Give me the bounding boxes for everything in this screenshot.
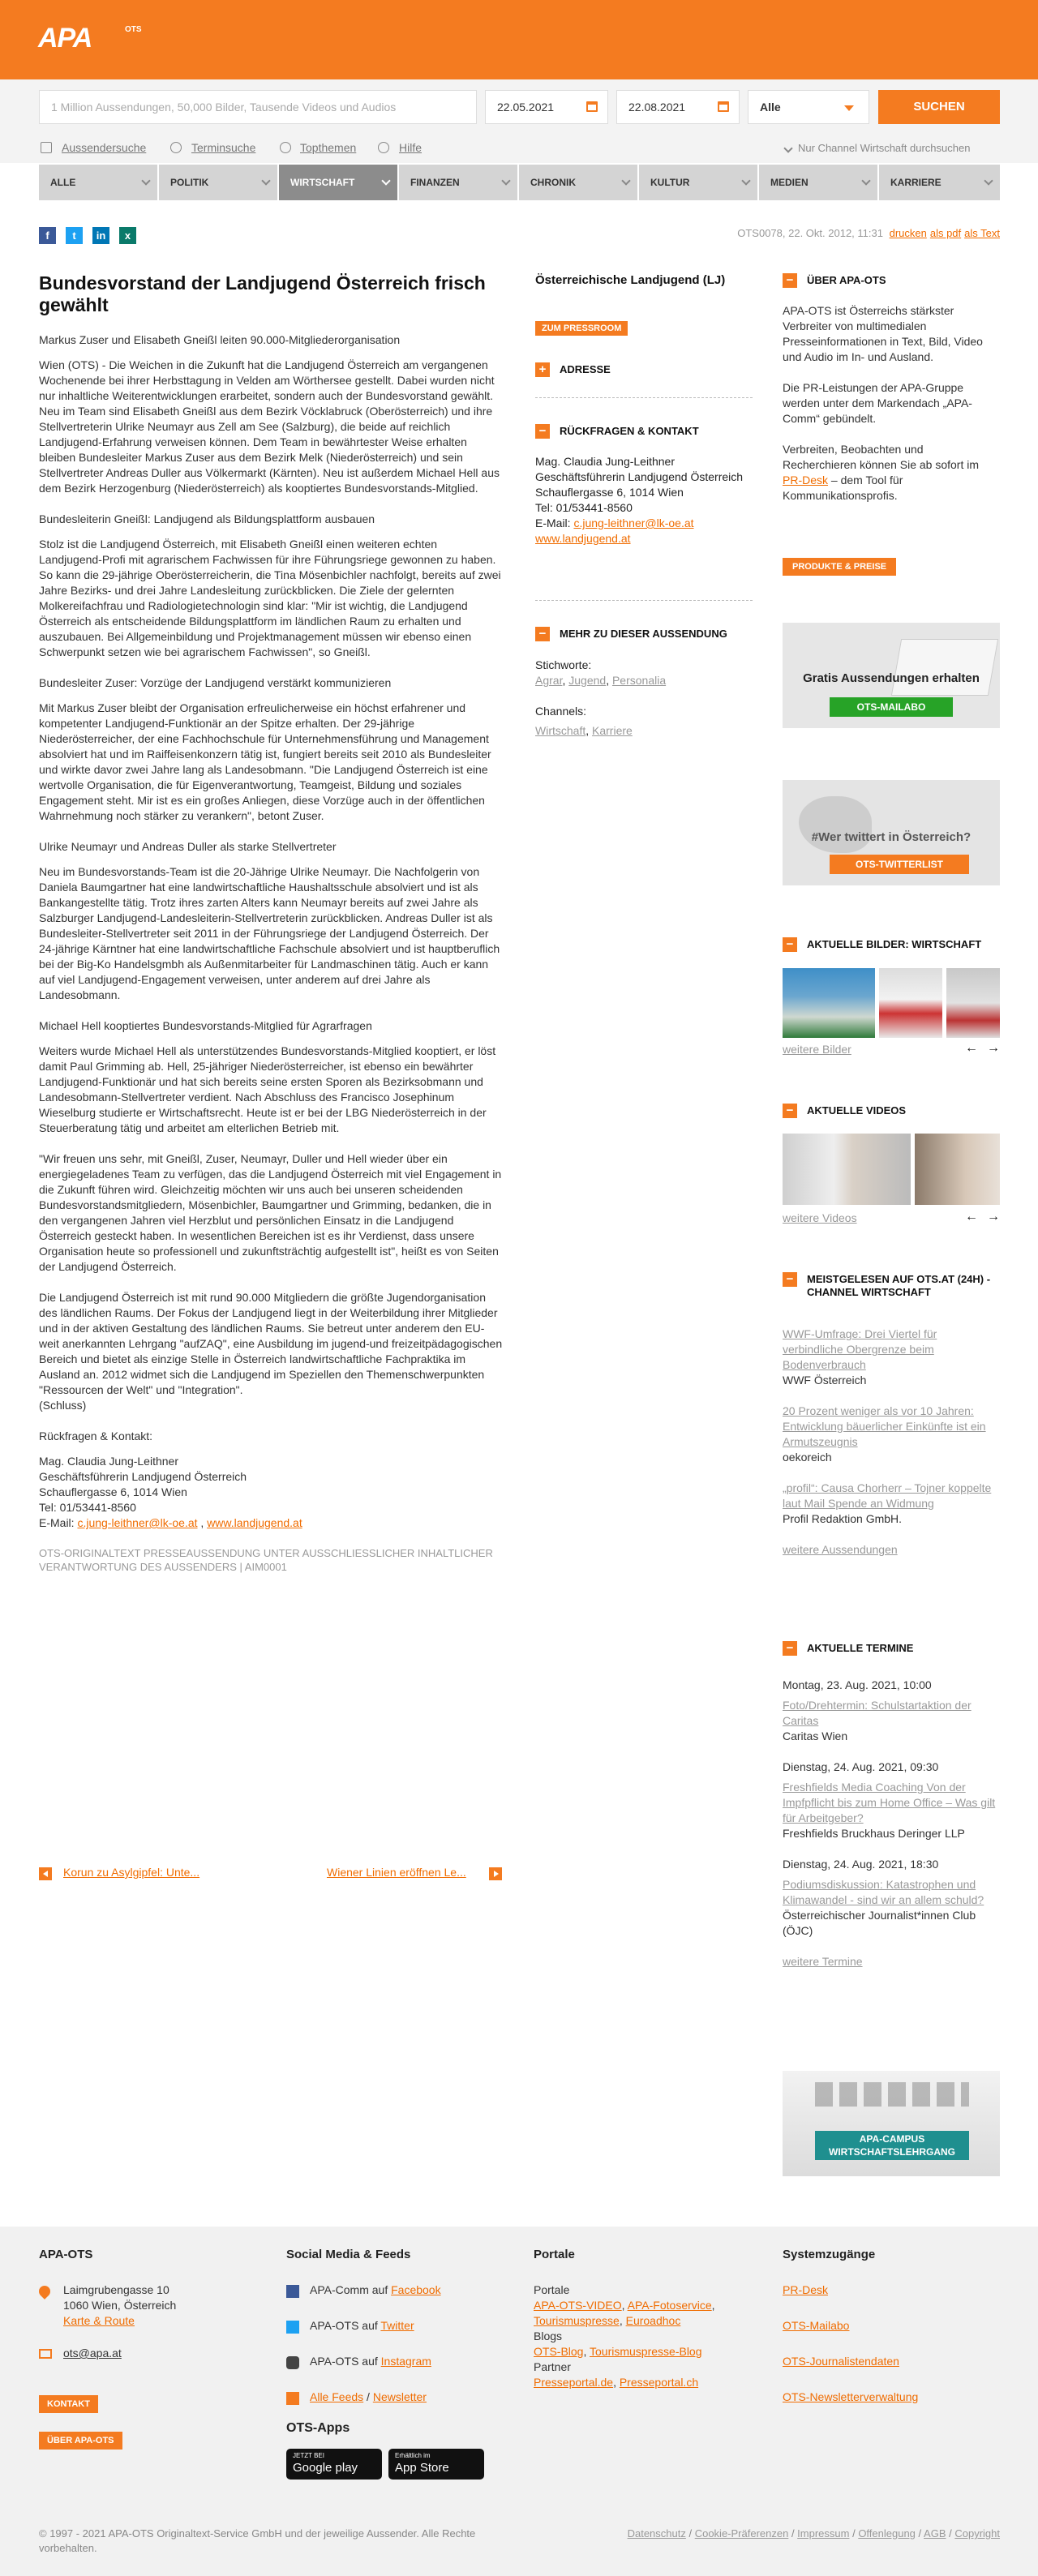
- channel-link[interactable]: Karriere: [592, 724, 633, 737]
- bilder-label: AKTUELLE BILDER: WIRTSCHAFT: [807, 938, 982, 950]
- portale-list: Portale APA-OTS-VIDEO, APA-Fotoservice, Tourismuspresse, Euroadhoc Blogs OTS-Blog, Tourismuspresse-Blog Partner Presseportal.de, Presseportal.ch: [534, 2282, 761, 2390]
- compass-icon: [280, 142, 291, 153]
- arrow-left-icon[interactable]: ←: [965, 1041, 978, 1055]
- badge-small: JETZT BEI: [293, 2452, 324, 2459]
- prev-release-link[interactable]: [39, 1866, 199, 1879]
- calendar-icon[interactable]: [718, 101, 729, 112]
- article: [39, 272, 503, 1589]
- termin-title-link[interactable]: Freshfields Media Coaching Von der Impfpflicht bis zum Home Office – Was gilt für Arbeitgeber?: [783, 1781, 996, 1824]
- keyboard-icon: [891, 639, 998, 696]
- list-item: [783, 1404, 1000, 1465]
- article-lead: Markus Zuser und Elisabeth Gneißl leiten 90.000-Mitgliederorganisation: [39, 333, 401, 346]
- system-link[interactable]: OTS-Mailabo: [783, 2319, 850, 2332]
- meist-source: oekoreich: [783, 1451, 832, 1464]
- ueber-apa-toggle[interactable]: [783, 274, 886, 287]
- contact-heading: Rückfragen & Kontakt:: [39, 1429, 153, 1442]
- nav-label: KULTUR: [650, 177, 690, 188]
- termin-org: Freshfields Bruckhaus Deringer LLP: [783, 1827, 965, 1840]
- weitere-aussendungen-link[interactable]: weitere Aussendungen: [783, 1543, 898, 1556]
- plus-icon: +: [535, 362, 550, 377]
- footer-heading: Systemzugänge: [783, 2248, 876, 2261]
- ueber-text: Verbreiten, Beobachten und Recherchieren können Sie ab sofort im: [783, 443, 980, 471]
- meist-title-link[interactable]: WWF-Umfrage: Drei Viertel für verbindliche Obergrenze beim Bodenverbrauch: [783, 1327, 937, 1371]
- nav-label: CHRONIK: [530, 177, 576, 188]
- channel-link[interactable]: Wirtschaft: [535, 724, 586, 737]
- instagram-link[interactable]: Instagram: [380, 2355, 431, 2368]
- nav-chronik[interactable]: [519, 165, 639, 200]
- chevron-down-icon: [984, 176, 993, 185]
- twitter-icon: [286, 2321, 299, 2334]
- arrow-right-icon: [489, 1867, 502, 1880]
- footer-heading: Social Media & Feeds: [286, 2248, 411, 2261]
- pressroom-button[interactable]: ZUM PRESSROOM: [535, 321, 628, 336]
- apps-heading: OTS-Apps: [286, 2421, 350, 2435]
- clock-icon: [170, 142, 182, 153]
- minus-icon: −: [783, 273, 797, 288]
- legal-link[interactable]: Copyright: [954, 2527, 1000, 2540]
- nav-label: POLITIK: [170, 177, 209, 188]
- map-route-link[interactable]: Karte & Route: [63, 2314, 135, 2327]
- nav-medien[interactable]: [759, 165, 879, 200]
- termin-date: Dienstag, 24. Aug. 2021, 18:30: [783, 1858, 939, 1871]
- portal-link[interactable]: Euroadhoc: [625, 2314, 681, 2327]
- feeds-link[interactable]: Alle Feeds: [310, 2390, 364, 2403]
- videos-toggle[interactable]: [783, 1104, 906, 1117]
- chevron-down-icon: [381, 176, 390, 185]
- terminsuche-link[interactable]: Terminsuche: [191, 141, 256, 154]
- search-sublinks: [0, 132, 1038, 163]
- list-item: [783, 1481, 1000, 1527]
- contact-web-link[interactable]: www.landjugend.at: [535, 532, 631, 545]
- facebook-link[interactable]: Facebook: [391, 2283, 441, 2296]
- divider: [535, 397, 753, 398]
- nav-label: ALLE: [50, 177, 76, 188]
- channels-label: Channels:: [535, 705, 587, 718]
- stichworte-block: Stichworte: Agrar, Jugend, Personalia Channels: Wirtschaft, Karriere: [535, 658, 667, 737]
- termin-org: Österreichischer Journalist*innen Club (ÖJC): [783, 1909, 976, 1937]
- separator: /: [363, 2390, 373, 2403]
- meist-title-link[interactable]: „profil“: Causa Chorherr – Tojner koppelte laut Mail Spende an Widmung: [783, 1481, 992, 1510]
- ueber-apa-button[interactable]: ÜBER APA-OTS: [39, 2432, 122, 2450]
- contact-links: [39, 1515, 503, 1531]
- nav-kultur[interactable]: [639, 165, 759, 200]
- meistgelesen-list: [783, 1327, 1000, 1558]
- ueber-apa-label: ÜBER APA-OTS: [807, 274, 886, 286]
- system-link[interactable]: OTS-Newsletterverwaltung: [783, 2390, 919, 2403]
- article-title: Bundesvorstand der Landjugend Österreich frisch gewählt: [39, 272, 486, 315]
- feeds-row: [310, 2390, 427, 2405]
- campus-banner[interactable]: [783, 2071, 1000, 2176]
- termin-date: Dienstag, 24. Aug. 2021, 09:30: [783, 1760, 939, 1773]
- mailabo-title: Gratis Aussendungen erhalten: [803, 671, 980, 685]
- blog-link[interactable]: OTS-Blog: [534, 2345, 584, 2358]
- info-icon: [378, 142, 389, 153]
- google-play-badge[interactable]: [286, 2449, 382, 2480]
- tag-link[interactable]: Agrar: [535, 674, 563, 687]
- chevron-down-icon: [621, 176, 630, 185]
- rueckfragen-label: RÜCKFRAGEN & KONTAKT: [560, 425, 699, 437]
- facebook-share-icon[interactable]: f: [39, 227, 56, 244]
- partner-label: Partner: [534, 2360, 571, 2373]
- chevron-down-icon: [861, 176, 870, 185]
- article-subheading: Michael Hell kooptiertes Bundesvorstands-Mitglied für Agrarfragen: [39, 1019, 372, 1032]
- facebook-icon: [286, 2285, 299, 2298]
- next-release-link[interactable]: [327, 1866, 466, 1879]
- footer-mail-link[interactable]: ots@apa.at: [63, 2347, 122, 2360]
- mailabo-button[interactable]: OTS-MAILABO: [830, 697, 953, 717]
- contact-email-link[interactable]: c.jung-leithner@lk-oe.at: [77, 1516, 198, 1529]
- chevron-down-icon: [844, 105, 854, 111]
- mehr-toggle[interactable]: [535, 628, 727, 641]
- rss-icon: [286, 2392, 299, 2405]
- address-line: 1060 Wien, Österreich: [63, 2299, 177, 2312]
- article-paragraph: Weiters wurde Michael Hell als unterstützendes Bundesvorstands-Mitglied kooptiert, er löst damit Paul Grimming ab. Hell, 25-jähriger Niederösterreicher, ist ebenso ein bewährter Landjugend-Funktionär und hat sich bereits seine ersten Sporen als Bezirksobmann und Landesobmann-Stellvertreter verdient. Nach Abschluss des Francisco Josephinum Wieselburg studierte er Wirtschaftsrecht. Heute ist er bei der LBG Niederösterreich in der Steuerberatung tätig und arbeitet am elterlichen Betrieb mit.: [39, 1044, 496, 1134]
- partner-link[interactable]: Presseportal.de: [534, 2376, 614, 2389]
- app-store-badge[interactable]: [388, 2449, 484, 2480]
- tag-link[interactable]: Jugend: [568, 674, 607, 687]
- contact-role: Geschäftsführerin Landjugend Österreich: [535, 470, 744, 483]
- channel-only-label: Nur Channel Wirtschaft durchsuchen: [798, 142, 971, 154]
- facebook-row: [310, 2282, 441, 2298]
- twitterlist-banner[interactable]: [783, 780, 1000, 885]
- address-line: Laimgrubengasse 10: [63, 2283, 169, 2296]
- release-meta: [737, 227, 1000, 239]
- legal-link[interactable]: Offenlegung: [858, 2527, 916, 2540]
- blogs-label: Blogs: [534, 2330, 563, 2342]
- originaltext-note: OTS-ORIGINALTEXT PRESSEAUSSENDUNG UNTER AUSSCHLIESSLICHER INHALTLICHER VERANTWORTUNG DES AUSSENDERS | AIM0001: [39, 1547, 493, 1573]
- nav-label: FINANZEN: [410, 177, 460, 188]
- weitere-bilder-link[interactable]: weitere Bilder: [783, 1043, 851, 1056]
- meist-title-link[interactable]: 20 Prozent weniger als vor 10 Jahren: Entwicklung bäuerlicher Einkünfte ist ein Armutszeugnis: [783, 1404, 986, 1448]
- video-thumbnail[interactable]: [915, 1134, 1000, 1205]
- article-subheading: Ulrike Neumayr und Andreas Duller als starke Stellvertreter: [39, 840, 337, 853]
- rueckfragen-block: [535, 454, 753, 546]
- twitter-share-icon[interactable]: t: [66, 227, 83, 244]
- nav-label: KARRIERE: [890, 177, 941, 188]
- portal-link[interactable]: Tourismuspresse: [534, 2314, 620, 2327]
- minus-icon: −: [783, 937, 797, 952]
- stichworte-label: Stichworte:: [535, 658, 592, 671]
- contact-block: [39, 1454, 503, 1531]
- text-link[interactable]: als Text: [964, 227, 1000, 239]
- rueckfragen-toggle[interactable]: [535, 425, 699, 438]
- termine-toggle[interactable]: [783, 1642, 913, 1655]
- article-subheading: Bundesleiterin Gneißl: Landjugend als Bildungsplattform ausbauen: [39, 512, 375, 525]
- release-id: OTS0078, 22. Okt. 2012, 11:31: [737, 227, 883, 239]
- legal-link[interactable]: Cookie-Präferenzen: [694, 2527, 789, 2540]
- instagram-icon: [286, 2356, 299, 2369]
- article-paragraph: Neu im Bundesvorstands-Team ist die 20-Jährige Ulrike Neumayr. Die Nachfolgerin von Daniela Baumgartner hat eine landwirtschaftliche Haushaltsschule absolviert und ist als Bankangestellte tätig. Trotz ihres zarten Alters kann Neumayr bereits auf zwei Jahre als Salzburger Landjugend-Landesleiterin-Stellvertreterin zurückblicken. Andreas Duller ist als Bundesleiter-Stellvertreter seit 2011 in der Führungsriege der Landjugend Österreich. Der 24-jährige Kärntner hat eine landwirtschaftliche Fachschule absolviert und ist hauptberuflich bei der Big-Ko Handelsgmbh als Außenmitarbeiter für Landmaschinen tätig. Auch er kann auf viel Landjugend-Engagement verweisen, unter anderem auf drei Jahre als Landesobmann.: [39, 865, 500, 1001]
- date-from-field[interactable]: [485, 90, 608, 124]
- contact-web-link[interactable]: www.landjugend.at: [207, 1516, 302, 1529]
- meist-source: WWF Österreich: [783, 1374, 867, 1387]
- minus-icon: −: [535, 627, 550, 641]
- contact-phone: Tel: 01/53441-8560: [39, 1501, 136, 1514]
- date-to-value: 22.08.2021: [628, 101, 686, 114]
- ueber-apa-text: [783, 303, 1000, 504]
- mehr-label: MEHR ZU DIESER AUSSENDUNG: [560, 628, 727, 640]
- chevron-down-icon: [741, 176, 750, 185]
- weitere-videos-link[interactable]: weitere Videos: [783, 1211, 857, 1224]
- legal-link[interactable]: Datenschutz: [627, 2527, 686, 2540]
- category-nav: [39, 165, 1000, 200]
- mailabo-banner[interactable]: [783, 623, 1000, 728]
- social-text: APA-OTS auf: [310, 2319, 381, 2332]
- produkte-preise-button[interactable]: PRODUKTE & PREISE: [783, 558, 896, 576]
- contact-address: Schauflergasse 6, 1014 Wien: [535, 486, 684, 499]
- nav-wirtschaft[interactable]: [279, 165, 399, 200]
- search-input[interactable]: 1 Million Aussendungen, 50,000 Bilder, Tausende Videos und Audios: [39, 90, 477, 124]
- videos-label: AKTUELLE VIDEOS: [807, 1104, 907, 1117]
- contact-phone: Tel: 01/53441-8560: [535, 501, 633, 514]
- footer-heading: Portale: [534, 2248, 575, 2261]
- campus-label: APA-CAMPUS WIRTSCHAFTSLEHRGANG: [815, 2131, 969, 2160]
- channel-only-checkbox[interactable]: [785, 142, 970, 154]
- mail-icon: [39, 2349, 52, 2359]
- sender-name[interactable]: Österreichische Landjugend (LJ): [535, 273, 726, 287]
- news-image[interactable]: [946, 968, 1000, 1038]
- contact-name: Mag. Claudia Jung-Leithner: [535, 455, 675, 468]
- linkedin-share-icon[interactable]: in: [92, 227, 109, 244]
- chevron-down-icon: [141, 176, 150, 185]
- article-paragraph: Mit Markus Zuser bleibt der Organisation erfreulicherweise ein höchst erfahrener und kompetenter Landjugend-Funktionär an der Spitze erhalten. Der 29-jährige Niederösterreicher, der eine Fachhochschule für Unternehmensführung und Management absolviert hat und im Raiffeisenkonzern tätig ist, fungiert bereits seit 2010 als Bundesleiter und wirkte davor zwei Jahre lang als Landesobmann. "Die Landjugend Österreich ist eine wertvolle Organisation, die für Eigenverantwortung, Teamgeist, Bildung und soziales Engagement steht. Mir ist es ein großes Anliegen, diese Vorzüge auch in der öffentlichen Wahrnehmung noch stärker zu verankern", betont Zuser.: [39, 701, 491, 822]
- minus-icon: −: [535, 424, 550, 439]
- chairs-icon: [815, 2082, 969, 2107]
- article-paragraph: Die Landjugend Österreich ist mit rund 90.000 Mitgliedern die größte Jugendorganisation des ländlichen Raums. Der Fokus der Landjugend liegt in der Weiterbildung ihrer Mitglieder und in der aktiven Gestaltung des ländlichen Raums. Sie betreut unter anderem den EU-weit anerkannten Lehrgang "aufZAQ", eine Ausbildung im jugend-und freizeitpädagogischen Bereich und bietet als einzige Stelle in Österreich landwirtschaftliche Fachpraktika im Ausland an. 2012 widmet sich die Landjugend im Speziellen den Themenschwerpunkten "Ressourcen der Welt" und "Integration".: [39, 1291, 503, 1396]
- ueber-text: – dem Tool für Kommunikationsprofis.: [783, 474, 903, 502]
- termin-title-link[interactable]: Podiumsdiskussion: Katastrophen und Klimawandel - sind wir an allem schuld?: [783, 1878, 984, 1906]
- search-button[interactable]: SUCHEN: [878, 90, 1000, 124]
- date-to-field[interactable]: [616, 90, 740, 124]
- badge-small: Erhältlich im: [395, 2452, 431, 2459]
- nav-label: MEDIEN: [770, 177, 809, 188]
- article-end: (Schluss): [39, 1399, 87, 1412]
- instagram-row: [310, 2354, 431, 2369]
- twitterlist-title: #Wer twittert in Österreich?: [811, 830, 972, 844]
- contact-email-row: [535, 516, 753, 531]
- newsletter-link[interactable]: Newsletter: [372, 2390, 427, 2403]
- email-label: E-Mail:: [535, 516, 574, 529]
- aussendersuche-link[interactable]: Aussendersuche: [62, 141, 147, 154]
- arrow-right-icon[interactable]: →: [987, 1210, 1000, 1224]
- nav-politik[interactable]: [159, 165, 279, 200]
- pr-desk-link[interactable]: PR-Desk: [783, 474, 829, 486]
- portal-link[interactable]: APA-Fotoservice: [627, 2299, 712, 2312]
- check-icon: [783, 144, 792, 152]
- minus-icon: −: [783, 1641, 797, 1656]
- legal-link[interactable]: Impressum: [797, 2527, 850, 2540]
- separator: ,: [197, 1516, 208, 1529]
- pdf-link[interactable]: als pdf: [929, 227, 962, 239]
- print-link[interactable]: drucken: [889, 227, 927, 239]
- site-header: [0, 0, 1038, 79]
- minus-icon: −: [783, 1272, 797, 1287]
- list-item: [783, 1857, 1000, 1939]
- logo-text: APA: [38, 23, 92, 54]
- footer-address: [63, 2282, 176, 2329]
- minus-icon: −: [783, 1104, 797, 1118]
- video-thumbnail[interactable]: [783, 1134, 911, 1205]
- adresse-label: ADRESSE: [560, 363, 611, 375]
- ueber-paragraph: APA-OTS ist Österreichs stärkster Verbreiter von multimedialen Presseinformationen in Text, Bild, Video und Audio im In- und Ausland.: [783, 304, 983, 363]
- meistgelesen-label: MEISTGELESEN AUF OTS.AT (24H) - CHANNEL WIRTSCHAFT: [807, 1273, 991, 1298]
- apa-ots-logo[interactable]: [38, 24, 144, 52]
- termin-title-link[interactable]: Foto/Drehtermin: Schulstartaktion der Caritas: [783, 1699, 972, 1727]
- meistgelesen-toggle[interactable]: [783, 1273, 1000, 1299]
- article-subheading: Bundesleiter Zuser: Vorzüge der Landjugend verstärkt kommunizieren: [39, 676, 392, 689]
- weitere-termine-link[interactable]: weitere Termine: [783, 1955, 863, 1968]
- contact-name: Mag. Claudia Jung-Leithner: [39, 1455, 178, 1468]
- nav-finanzen[interactable]: [399, 165, 519, 200]
- nav-karriere[interactable]: [879, 165, 1000, 200]
- badge-label: App Store: [395, 2461, 449, 2475]
- type-select-value: Alle: [760, 101, 781, 114]
- system-link[interactable]: OTS-Journalistendaten: [783, 2355, 899, 2368]
- partner-link[interactable]: Presseportal.ch: [619, 2376, 699, 2389]
- system-link[interactable]: PR-Desk: [783, 2283, 829, 2296]
- portale-label: Portale: [534, 2283, 570, 2296]
- termin-date: Montag, 23. Aug. 2021, 10:00: [783, 1678, 932, 1691]
- news-image[interactable]: [879, 968, 942, 1038]
- bilder-toggle[interactable]: [783, 938, 981, 951]
- meist-source: Profil Redaktion GmbH.: [783, 1512, 903, 1525]
- twitter-link[interactable]: Twitter: [380, 2319, 414, 2332]
- ueber-paragraph: Die PR-Leistungen der APA-Gruppe werden unter dem Markendach „APA-Comm“ gebündelt.: [783, 381, 972, 425]
- article-paragraph: Wien (OTS) - Die Weichen in die Zukunft hat die Landjugend Österreich am vergangenen Wochenende bei ihrer Herbsttagung in Velden am Wörthersee gestellt. Dabei wurden nicht nur inhaltliche Weiterentwicklungen erarbeitet, sondern auch der Bundesvorstand gewählt. Neu im Team sind Elisabeth Gneißl aus dem Bezirk Vöcklabruck (Oberösterreich) und ihre Stellvertreterin Ulrike Neumayr aus Zell am See (Salzburg), die beide auf reichlich Landjugend-Erfahrung verweisen können. Dem Team in bewährtester Weise erhalten bleiben Bundesleiter Markus Zuser aus dem Bezirk Melk (Niederösterreich) und sein Stellvertreter Andreas Duller aus Völkermarkt (Kärnten). Neu ist außerdem Michael Hell aus dem Bezirk Herzogenburg (Niederösterreich) als kooptiertes Bundesvorstands-Mitglied.: [39, 358, 500, 495]
- social-text: APA-Comm auf: [310, 2283, 392, 2296]
- arrow-right-icon[interactable]: →: [987, 1041, 1000, 1055]
- tag-link[interactable]: Personalia: [611, 674, 667, 687]
- contact-email-link[interactable]: c.jung-leithner@lk-oe.at: [573, 516, 694, 529]
- logo-sub: OTS: [125, 25, 142, 34]
- article-paragraph: "Wir freuen uns sehr, mit Gneißl, Zuser, Neumayr, Duller und Hell wieder über ein energiegeladenes Team zu verfügen, das die Landjugend Österreich mit viel Engagement in die Zukunft führen wird. Gleichzeitig möchten wir uns auch bei unseren scheidenden Bundesvorstandsmitgliedern, Mösenbichler, Baumgartner und Grimming, bedanken, die in den vergangenen Jahren viel Herzblut und persönlichen Einsatz in die Landjugend Österreich gesteckt haben. In wesentlichen Bereichen ist es ihr Verdienst, dass unsere Organisation heute so professionell und zukunftsträchtig aufgestellt ist", heißt es von Seiten der Landjugend Österreich.: [39, 1152, 502, 1273]
- twitter-row: [310, 2318, 414, 2334]
- legal-links: Datenschutz / Cookie-Präferenzen / Impressum / Offenlegung / AGB / Copyright: [627, 2527, 1000, 2540]
- chevron-down-icon: [501, 176, 510, 185]
- divider: [535, 600, 753, 601]
- ueber-paragraph: [783, 442, 1000, 504]
- contact-address: Schauflergasse 6, 1014 Wien: [39, 1485, 187, 1498]
- email-label: E-Mail:: [39, 1516, 78, 1529]
- prev-release-title[interactable]: Korun zu Asylgipfel: Unte...: [63, 1866, 200, 1879]
- legal-link[interactable]: AGB: [924, 2527, 946, 2540]
- contact-role: Geschäftsführerin Landjugend Österreich: [39, 1470, 247, 1483]
- footer-heading: APA-OTS: [39, 2248, 93, 2261]
- hilfe-link[interactable]: Hilfe: [399, 141, 422, 154]
- twitterlist-button[interactable]: OTS-TWITTERLIST: [830, 855, 969, 874]
- termine-list: [783, 1678, 1000, 1970]
- termin-org: Caritas Wien: [783, 1729, 848, 1742]
- xing-share-icon[interactable]: x: [119, 227, 136, 244]
- date-from-value: 22.05.2021: [497, 101, 555, 114]
- badge-label: Google play: [293, 2461, 358, 2475]
- systemzugaenge-list: [783, 2282, 918, 2405]
- building-icon: [41, 142, 52, 153]
- list-item: [783, 1327, 1000, 1388]
- calendar-icon[interactable]: [586, 101, 598, 112]
- portal-link[interactable]: APA-OTS-VIDEO: [534, 2299, 622, 2312]
- type-select[interactable]: [748, 90, 869, 124]
- blog-link[interactable]: Tourismuspresse-Blog: [590, 2345, 702, 2358]
- nav-alle[interactable]: [39, 165, 159, 200]
- article-paragraph: Stolz ist die Landjugend Österreich, mit Elisabeth Gneißl einen weiteren echten Landjugend-Profi mit agrarischem Fachwissen für ihre Führungsriege gewonnen zu haben. So kann die 29-jährige Oberösterreicherin, die Tina Mösenbichler nachfolgt, bereits auf zwei Jahre Bezirks- und drei Jahre Landesleitung zurückblicken. Die Ziele der gelernten Molkereifachfrau und Radiologietechnologin sind klar: "Mir ist wichtig, die Landjugend Österreich als entscheidende Bildungsplattform im ländlichen Raum zu erhalten und auszubauen. Bei Allgemeinbildung und Projektmanagement müssen wir ebenso einen Schwerpunkt setzen wie bei agrarischem Fachwissen", so Gneißl.: [39, 538, 501, 658]
- adresse-toggle[interactable]: [535, 363, 611, 376]
- social-text: APA-OTS auf: [310, 2355, 381, 2368]
- news-image[interactable]: [783, 968, 875, 1038]
- nav-label: WIRTSCHAFT: [290, 177, 355, 188]
- chevron-down-icon: [261, 176, 270, 185]
- topthemen-link[interactable]: Topthemen: [300, 141, 357, 154]
- next-release-title[interactable]: Wiener Linien eröffnen Le...: [327, 1866, 466, 1879]
- list-item: [783, 1678, 1000, 1744]
- termine-label: AKTUELLE TERMINE: [807, 1642, 914, 1654]
- bird-icon: [799, 796, 872, 853]
- kontakt-button[interactable]: KONTAKT: [39, 2395, 98, 2413]
- list-item: [783, 1759, 1000, 1841]
- arrow-left-icon: [39, 1867, 52, 1880]
- arrow-left-icon[interactable]: ←: [965, 1210, 978, 1224]
- copyright: © 1997 - 2021 APA-OTS Originaltext-Service GmbH und der jeweilige Aussender. Alle Rechte vorbehalten.: [39, 2527, 476, 2554]
